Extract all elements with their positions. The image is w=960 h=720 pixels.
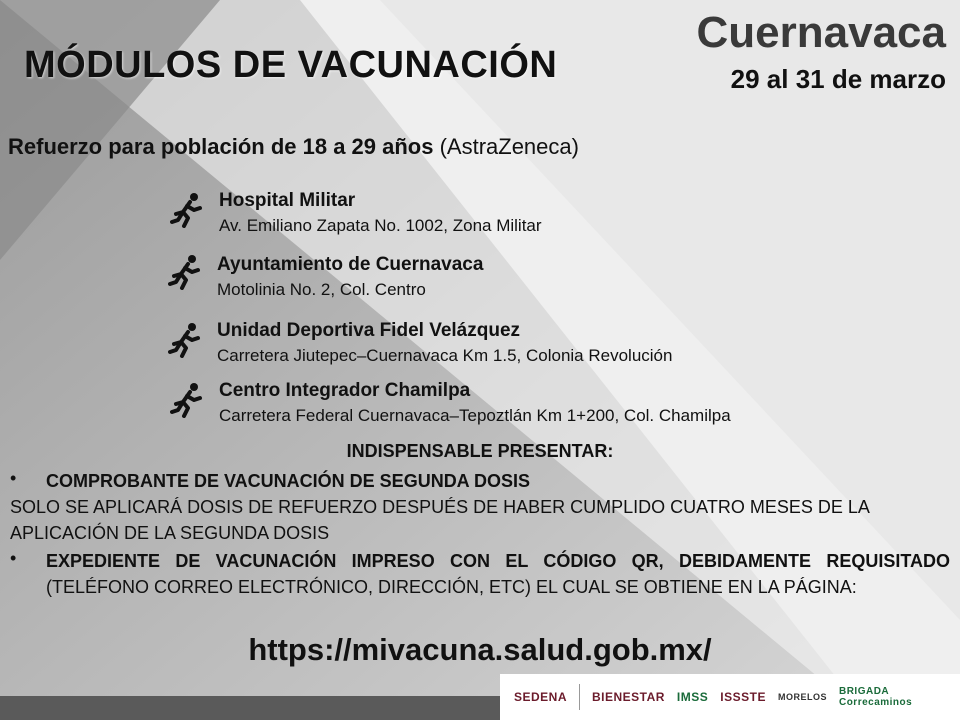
requirement-item-2-bold: EXPEDIENTE DE VACUNACIÓN IMPRESO CON EL CÓDIGO QR, DEBIDAMENTE REQUISITADO (46, 551, 950, 571)
requirement-item-2-rest: (TELÉFONO CORREO ELECTRÓNICO, DIRECCIÓN, ETC) EL CUAL SE OBTIENE EN LA PÁGINA: (46, 577, 857, 597)
location-name: Ayuntamiento de Cuernavaca (217, 254, 484, 275)
location-item (219, 190, 542, 236)
booster-vaccine: (AstraZeneca) (433, 134, 579, 159)
footer-logos (500, 674, 960, 720)
logo-brigada: BRIGADA Correcaminos (838, 686, 913, 708)
logo-issste: ISSSTE (720, 690, 766, 704)
logo-bienestar: BIENESTAR (591, 690, 665, 704)
bullet-marker: • (10, 468, 17, 488)
footer-bar (0, 696, 500, 720)
location-name: Centro Integrador Chamilpa (219, 380, 471, 401)
running-person-icon (170, 192, 204, 228)
vaccine-website-link[interactable]: https://mivacuna.salud.gob.mx/ (248, 632, 712, 667)
requirement-note: SOLO SE APLICARÁ DOSIS DE REFUERZO DESPUÉS DE HABER CUMPLIDO CUATRO MESES DE LA APLICACIÓN DE LA SEGUNDA DOSIS (10, 497, 869, 543)
bullet-marker: • (10, 548, 17, 568)
requirement-item-2 (46, 548, 950, 600)
date-range: 29 al 31 de marzo (730, 64, 946, 94)
requirements-heading: INDISPENSABLE PRESENTAR: (346, 441, 614, 461)
page-title: MÓDULOS DE VACUNACIÓN (24, 44, 558, 86)
location-address: Carretera Federal Cuernavaca–Tepoztlán Km 1+200, Col. Chamilpa (219, 406, 731, 425)
booster-population: Refuerzo para población de 18 a 29 años (8, 134, 434, 159)
location-address: Carretera Jiutepec–Cuernavaca Km 1.5, Colonia Revolución (217, 346, 673, 365)
requirement-item-1: COMPROBANTE DE VACUNACIÓN DE SEGUNDA DOSIS (46, 471, 531, 491)
location-address: Motolinia No. 2, Col. Centro (217, 280, 426, 299)
location-name: Hospital Militar (219, 190, 356, 211)
location-address: Av. Emiliano Zapata No. 1002, Zona Militar (219, 216, 542, 235)
logo-separator (579, 684, 580, 710)
running-person-icon (168, 322, 202, 358)
logo-sedena: SEDENA (514, 690, 568, 704)
location-item (217, 254, 483, 300)
running-person-icon (170, 382, 204, 418)
running-person-icon (168, 254, 202, 290)
location-item (219, 380, 731, 426)
logo-morelos: MORELOS (777, 692, 827, 702)
location-item (217, 320, 672, 366)
booster-description (8, 134, 579, 160)
location-name: Unidad Deportiva Fidel Velázquez (217, 320, 521, 341)
logo-imss: IMSS (676, 690, 709, 704)
city-name: Cuernavaca (696, 8, 946, 57)
